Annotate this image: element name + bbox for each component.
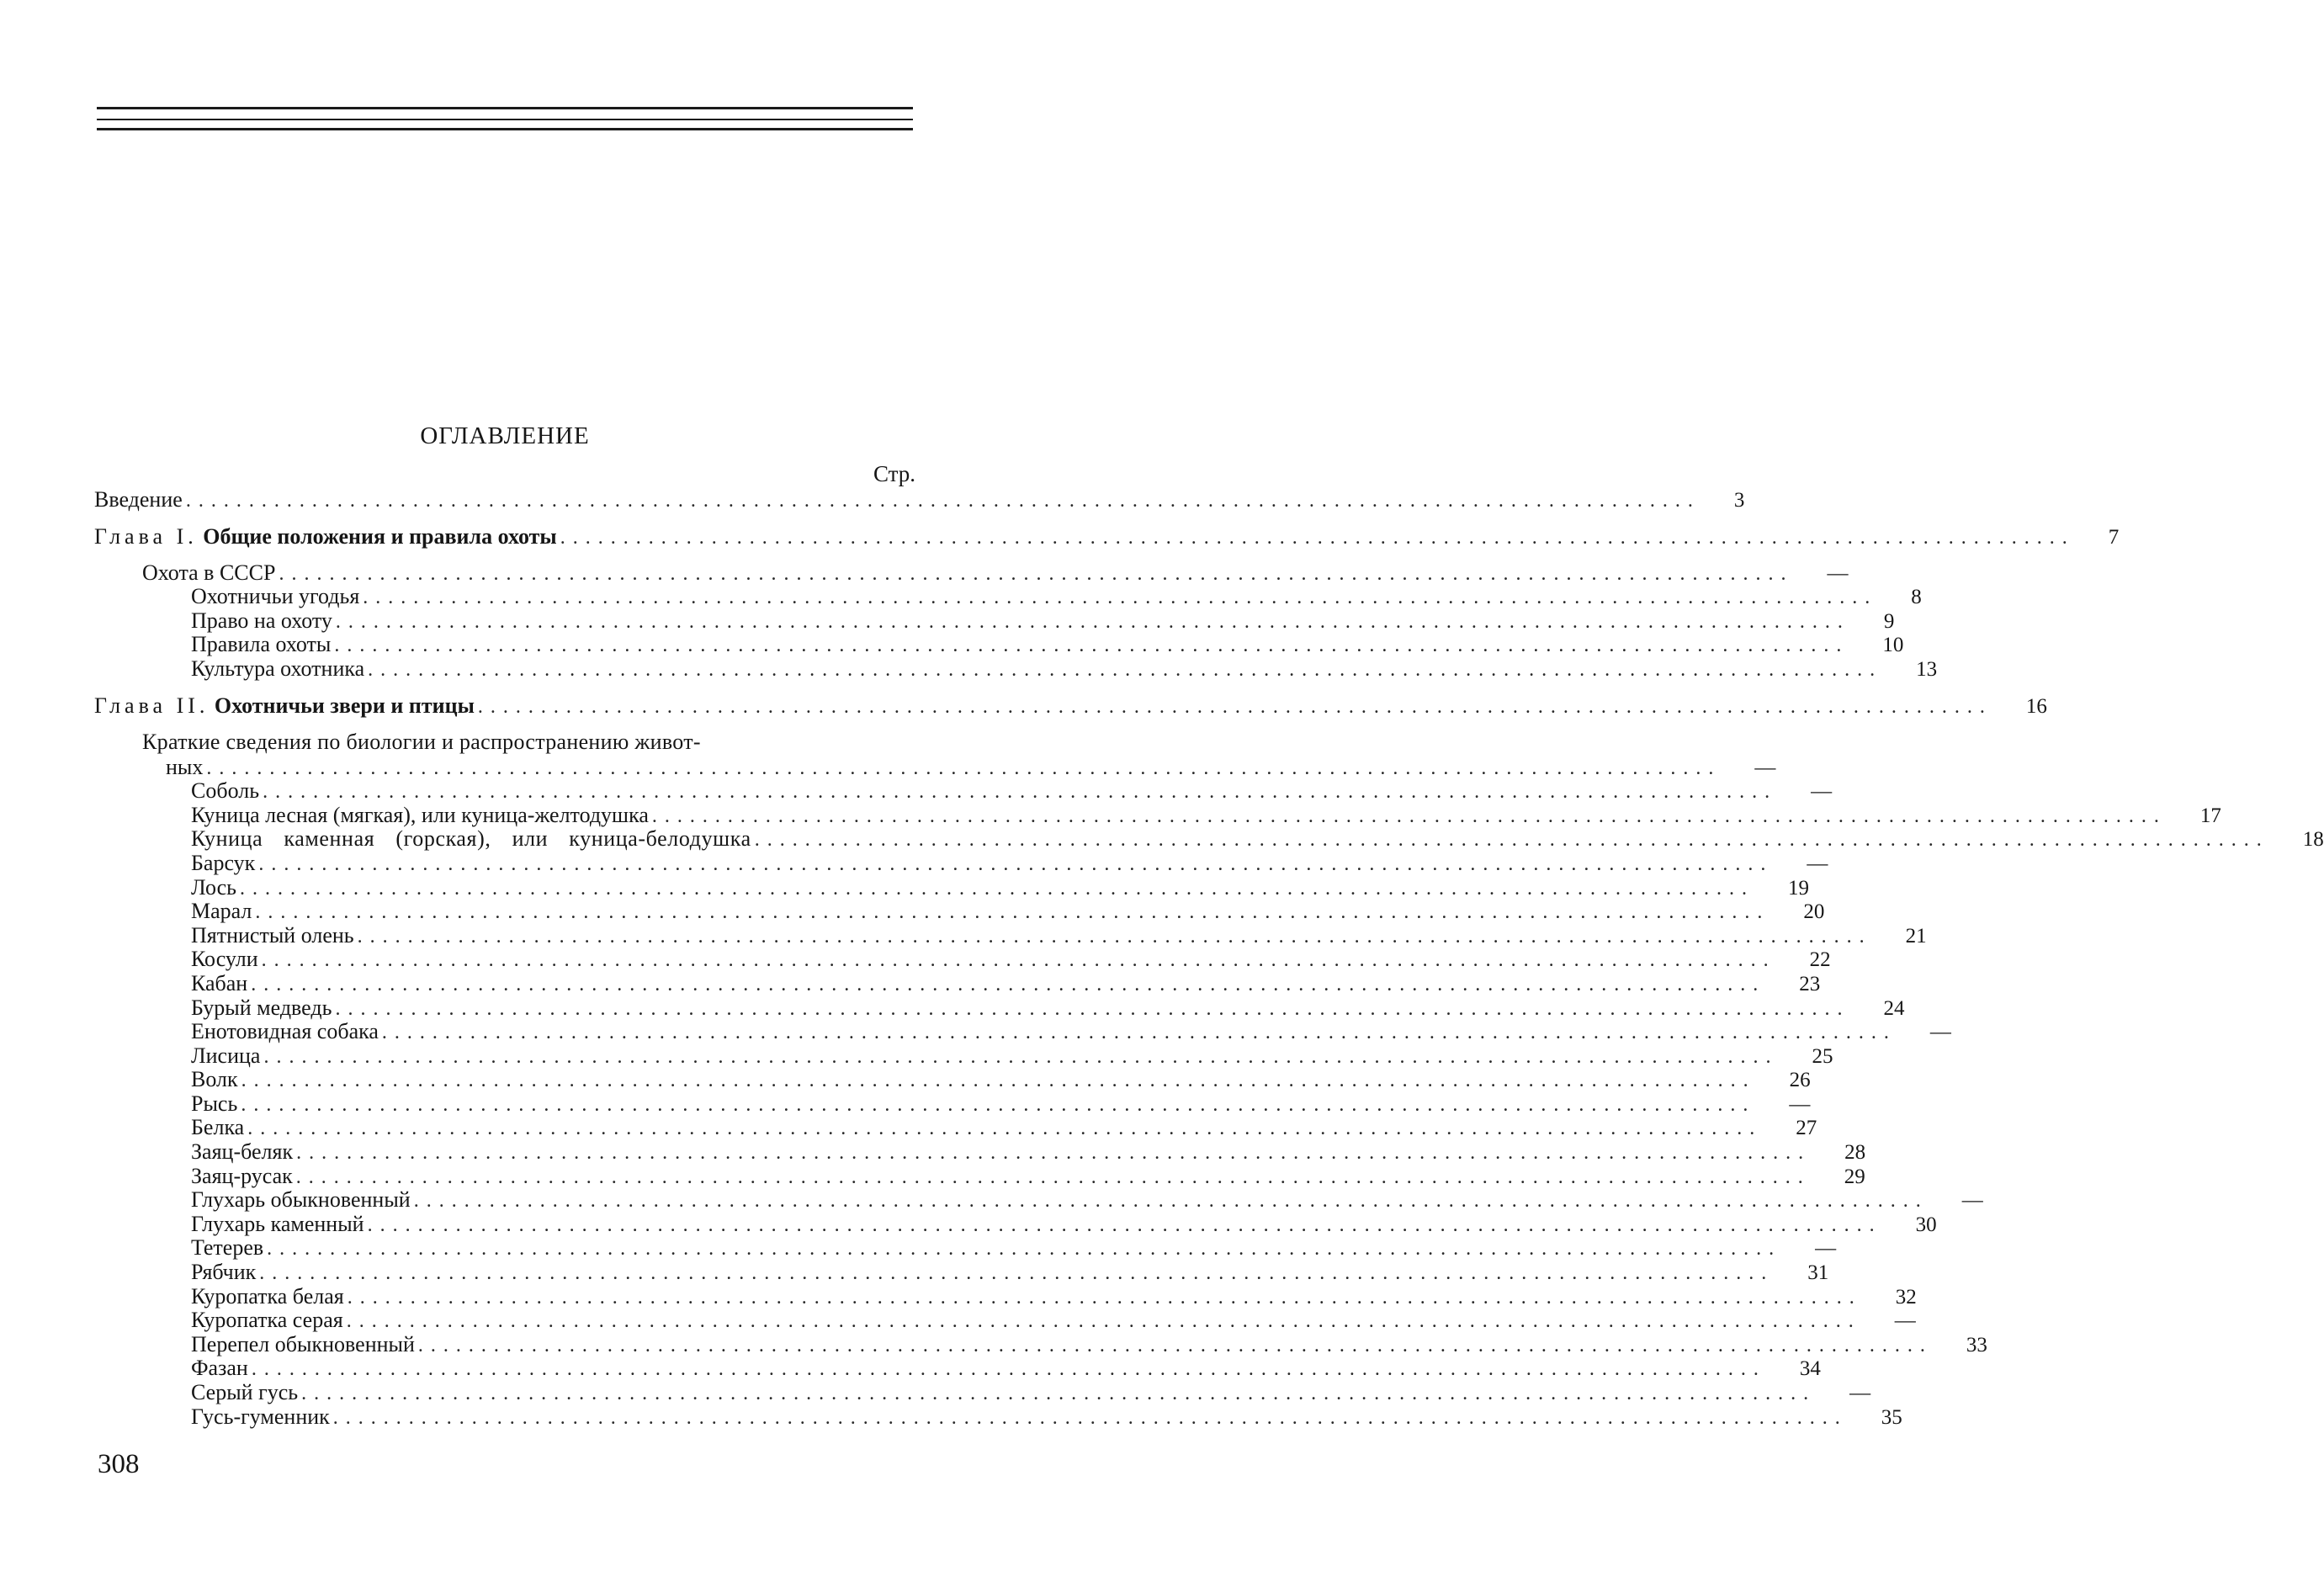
entry-label: Серый гусь	[191, 1381, 301, 1405]
toc-subsection[interactable]	[94, 996, 915, 1021]
entry-page: 22	[1810, 948, 1831, 973]
toc-title: ОГЛАВЛЕНИЕ	[0, 422, 1010, 450]
leader-dots: ........................................................................................................................	[368, 658, 1882, 682]
leader-dots: ........................................................................................................................	[560, 523, 2075, 552]
toc-section[interactable]	[94, 561, 915, 586]
toc-subsection[interactable]	[94, 1261, 915, 1285]
entry-label: Фазан	[191, 1356, 252, 1381]
entry-page: 28	[1844, 1141, 1865, 1165]
leader-dots: ........................................................................................................................	[259, 1261, 1774, 1286]
entry-page: 17	[2200, 804, 2221, 829]
entry-page: 27	[1796, 1117, 1817, 1141]
leader-dots: ........................................................................................................................	[336, 610, 1850, 634]
page-column-header: Стр.	[873, 461, 915, 487]
entry-page: 3	[1734, 489, 1745, 513]
entry-page: —	[1815, 1237, 1836, 1261]
leader-dots: ........................................................................................................................	[241, 1069, 1756, 1093]
entry-label: Бурый медведь	[191, 996, 335, 1021]
table-of-contents	[94, 488, 915, 1429]
toc-subsection[interactable]	[94, 1116, 915, 1140]
leader-dots: ........................................................................................................................	[240, 877, 1754, 901]
entry-page: —	[1807, 852, 1828, 877]
leader-dots: ........................................................................................................................	[333, 1406, 1848, 1431]
leader-dots: ........................................................................................................................	[255, 900, 1770, 925]
toc-subsection[interactable]	[94, 1309, 915, 1333]
entry-label: Введение	[94, 488, 186, 512]
entry-label: Рябчик	[191, 1261, 259, 1285]
toc-subsection[interactable]	[94, 1165, 915, 1189]
entry-label: Енотовидная собака	[191, 1020, 382, 1044]
entry-page: 25	[1812, 1045, 1833, 1070]
entry-page: 35	[1881, 1406, 1902, 1431]
toc-chapter-1[interactable]	[94, 523, 915, 551]
entry-label: Право на охоту	[191, 609, 336, 634]
entry-page: 32	[1896, 1286, 1917, 1310]
entry-page: 21	[1906, 925, 1927, 949]
leader-dots: ........................................................................................................................	[186, 489, 1701, 513]
entry-page: 24	[1883, 997, 1904, 1022]
entry-page: —	[1827, 562, 1848, 587]
chapter-heading	[94, 523, 560, 551]
entry-page: 26	[1790, 1069, 1811, 1093]
entry-page: 20	[1803, 900, 1824, 925]
toc-subsection[interactable]	[94, 852, 915, 876]
toc-section-continuation[interactable]	[94, 756, 915, 780]
entry-page: 8	[1911, 586, 1922, 610]
entry-page: 33	[1966, 1334, 1987, 1358]
leader-dots: ........................................................................................................................	[296, 1165, 1811, 1190]
leader-dots: ........................................................................................................................	[334, 634, 1849, 658]
leader-dots: ........................................................................................................................	[335, 997, 1849, 1022]
toc-subsection[interactable]	[94, 1381, 915, 1405]
entry-label: Лось	[191, 876, 240, 900]
leader-dots: ........................................................................................................................	[206, 756, 1721, 781]
leader-dots: ........................................................................................................................	[382, 1021, 1897, 1045]
entry-label: Косули	[191, 948, 262, 972]
entry-page: 34	[1800, 1357, 1821, 1382]
toc-subsection[interactable]	[94, 1236, 915, 1261]
toc-subsection[interactable]	[94, 585, 915, 609]
entry-page: 31	[1807, 1261, 1828, 1286]
entry-label: Заяц-беляк	[191, 1140, 296, 1165]
entry-page: 23	[1799, 973, 1820, 997]
entry-label: Барсук	[191, 852, 258, 876]
entry-page: 13	[1916, 658, 1937, 682]
toc-chapter-2[interactable]	[94, 692, 915, 720]
toc-subsection[interactable]	[94, 972, 915, 996]
entry-page: 7	[2109, 523, 2120, 552]
toc-subsection[interactable]	[94, 1044, 915, 1069]
entry-label: Куропатка белая	[191, 1285, 348, 1309]
entry-label: Рысь	[191, 1092, 241, 1117]
leader-dots: ........................................................................................................................	[252, 1357, 1766, 1382]
entry-label: Заяц-русак	[191, 1165, 296, 1189]
toc-subsection[interactable]	[94, 609, 915, 634]
entry-label: Правила охоты	[191, 633, 334, 657]
leader-dots: ........................................................................................................................	[348, 1286, 1862, 1310]
entry-label: Лисица	[191, 1044, 263, 1069]
toc-subsection[interactable]	[94, 657, 915, 682]
toc-subsection[interactable]	[94, 924, 915, 948]
entry-page: —	[1962, 1189, 1983, 1213]
leader-dots: ........................................................................................................................	[247, 1117, 1762, 1141]
leader-dots: ........................................................................................................................	[347, 1309, 1861, 1334]
entry-label: Гусь-гуменник	[191, 1405, 333, 1430]
entry-label: ных	[166, 756, 206, 780]
toc-subsection[interactable]	[94, 876, 915, 900]
entry-label: Пятнистый олень	[191, 924, 358, 948]
leader-dots: ........................................................................................................................	[368, 1213, 1882, 1238]
toc-subsection[interactable]	[94, 948, 915, 972]
entry-page: 9	[1884, 610, 1895, 634]
leader-dots: ........................................................................................................................	[258, 852, 1773, 877]
leader-dots: ........................................................................................................................	[301, 1382, 1816, 1406]
entry-label: Соболь	[191, 779, 263, 804]
entry-label: Кабан	[191, 972, 251, 996]
leader-dots: ........................................................................................................................	[279, 562, 1793, 587]
entry-label: Краткие сведения по биологии и распространению живот-	[142, 730, 704, 755]
entry-page: —	[1754, 756, 1775, 781]
entry-label: Куропатка серая	[191, 1309, 347, 1333]
toc-subsection[interactable]	[94, 1020, 915, 1044]
leader-dots: ........................................................................................................................	[363, 586, 1877, 610]
leader-dots: ........................................................................................................................	[755, 828, 2269, 852]
toc-subsection[interactable]	[94, 1333, 915, 1357]
leader-dots: ........................................................................................................................	[414, 1189, 1929, 1213]
entry-label: Культура охотника	[191, 657, 368, 682]
entry-page: —	[1811, 780, 1832, 804]
toc-subsection[interactable]	[94, 779, 915, 804]
chapter-number: Глава I.	[94, 524, 198, 549]
entry-page: —	[1789, 1093, 1810, 1117]
entry-label: Куница каменная (горская), или куница-белодушка	[191, 827, 755, 852]
leader-dots: ........................................................................................................................	[267, 1237, 1781, 1261]
entry-label: Глухарь каменный	[191, 1213, 368, 1237]
entry-page: —	[1930, 1021, 1951, 1045]
entry-page: 18	[2303, 828, 2324, 852]
toc-subsection[interactable]	[94, 1405, 915, 1430]
toc-subsection[interactable]	[94, 1092, 915, 1117]
entry-label: Куница лесная (мягкая), или куница-желтодушка	[191, 804, 652, 828]
toc-section[interactable]	[94, 730, 915, 756]
toc-subsection[interactable]	[94, 1140, 915, 1165]
header-rules	[97, 107, 913, 130]
entry-page: —	[1895, 1309, 1916, 1334]
header-rule	[97, 128, 913, 130]
leader-dots: ........................................................................................................................	[263, 1045, 1778, 1070]
toc-subsection[interactable]	[94, 1068, 915, 1092]
header-rule	[97, 119, 913, 120]
entry-page: 10	[1882, 634, 1903, 658]
leader-dots: ........................................................................................................................	[241, 1093, 1755, 1117]
entry-page: 16	[2026, 693, 2047, 721]
toc-subsection[interactable]	[94, 633, 915, 657]
leader-dots: ........................................................................................................................	[262, 948, 1776, 973]
entry-page: —	[1849, 1382, 1870, 1406]
leader-dots: ........................................................................................................................	[652, 804, 2167, 829]
entry-label: Белка	[191, 1116, 247, 1140]
leader-dots: ........................................................................................................................	[263, 780, 1777, 804]
toc-subsection[interactable]	[94, 1213, 915, 1237]
entry-label: Марал	[191, 900, 255, 924]
toc-subsection[interactable]	[94, 1188, 915, 1213]
page-number: 308	[98, 1449, 140, 1480]
entry-label: Волк	[191, 1068, 241, 1092]
entry-label: Охота в СССР	[142, 561, 279, 586]
leader-dots: ........................................................................................................................	[418, 1334, 1933, 1358]
leader-dots: ........................................................................................................................	[251, 973, 1765, 997]
entry-label: Тетерев	[191, 1236, 267, 1261]
chapter-number: Глава II.	[94, 693, 209, 718]
leader-dots: ........................................................................................................................	[358, 925, 1872, 949]
entry-label: Охотничьи угодья	[191, 585, 363, 609]
toc-subsection[interactable]	[94, 900, 915, 924]
chapter-title: Общие положения и правила охоты	[203, 524, 556, 549]
entry-label: Глухарь обыкновенный	[191, 1188, 414, 1213]
toc-subsection[interactable]	[94, 804, 915, 828]
toc-subsection[interactable]	[94, 1285, 915, 1309]
toc-subsection[interactable]	[94, 827, 915, 852]
entry-page: 19	[1788, 877, 1809, 901]
toc-subsection[interactable]	[94, 1356, 915, 1381]
leader-dots: ........................................................................................................................	[296, 1141, 1811, 1165]
entry-page: 30	[1916, 1213, 1937, 1238]
entry-label: Перепел обыкновенный	[191, 1333, 418, 1357]
chapter-heading	[94, 692, 478, 720]
leader-dots: ........................................................................................................................	[478, 693, 1992, 721]
header-rule	[97, 107, 913, 109]
toc-entry-intro[interactable]	[94, 488, 915, 512]
chapter-title: Охотничьи звери и птицы	[215, 693, 475, 718]
entry-page: 29	[1844, 1165, 1865, 1190]
